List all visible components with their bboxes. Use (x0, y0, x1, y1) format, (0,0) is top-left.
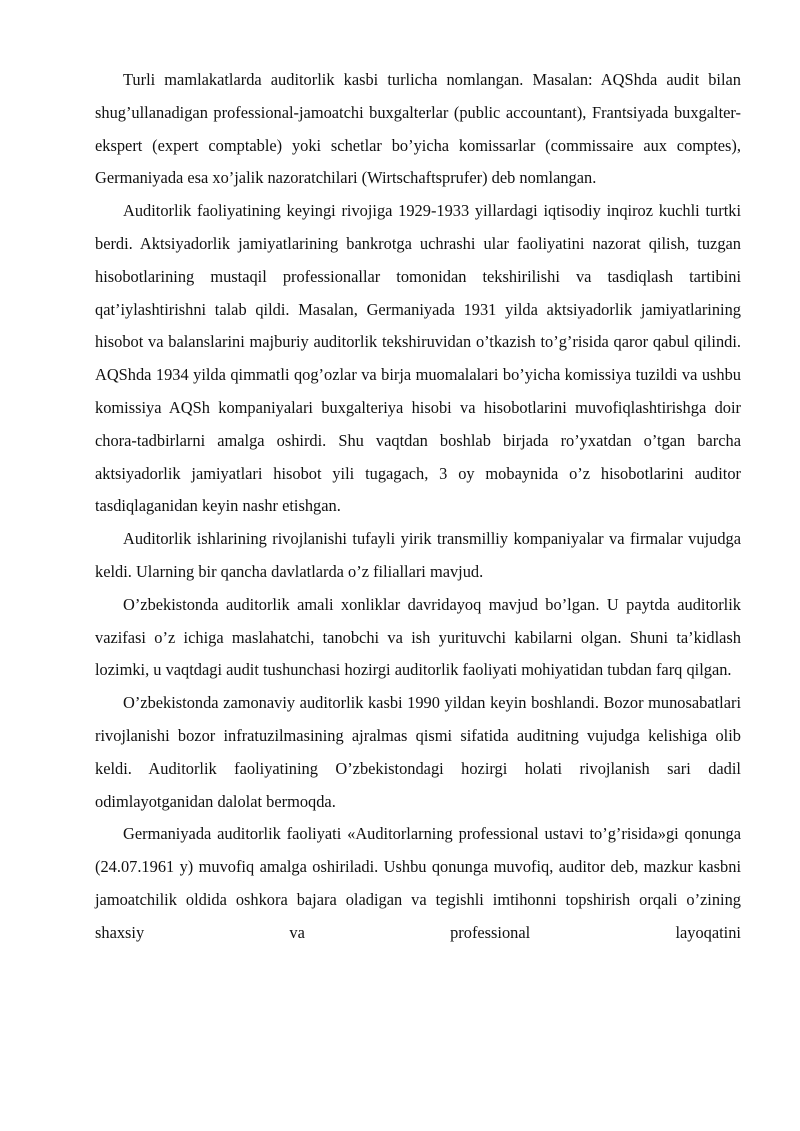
paragraph-transnational-firms: Auditorlik ishlarining rivojlanishi tufayli yirik transmilliy kompaniyalar va firmalar vujudga keldi. Ularning bir qancha davlatlarda o’z filiallari mavjud. (95, 529, 741, 581)
paragraph-germany-law: Germaniyada auditorlik faoliyati «Auditorlarning professional ustavi to’g’risida»gi qonunga (24.07.1961 y) muvofiq amalga oshiriladi. Ushbu qonunga muvofiq, auditor deb, mazkur kasbni jamoatchilik oldida oshkora bajara oladigan va tegishli imtihonni topshirish orqali o’zining shaxsiy va professional layoqatini (95, 824, 741, 942)
document-page (95, 64, 741, 950)
paragraph-khanate-audit: O’zbekistonda auditorlik amali xonliklar davridayoq mavjud bo’lgan. U paytda auditorlik vazifasi o’z ichiga maslahatchi, tanobchi va ish yurituvchi kabilarni olgan. Shuni ta’kidlash lozimki, u vaqtdagi audit tushunchasi hozirgi auditorlik faoliyati mohiyatidan tubdan farq qilgan. (95, 594, 741, 680)
paragraph-auditor-names: Turli mamlakatlarda auditorlik kasbi turlicha nomlangan. Masalan: AQShda audit bilan shug’ullanadigan professional-jamoatchi buxgalterlar (public accountant), Frantsiyada buxgalter-ekspert (expert comptable) yoki schetlar bo’yicha komissarlar (commissaire aux comptes), Germaniyada esa xo’jalik nazoratchilari (Wirtschaftsprufer) deb nomlangan. (95, 70, 741, 188)
paragraph-crisis-history: Auditorlik faoliyatining keyingi rivojiga 1929-1933 yillardagi iqtisodiy inqiroz kuchli turtki berdi. Aktsiyadorlik jamiyatlarining bankrotga uchrashi ular faoliyatini nazorat qilish, tuzgan hisobotlarining mustaqil professionallar tomonidan tekshirilishi va tasdiqlash tartibini qat’iylashtirishni talab qildi. Masalan, Germaniyada 1931 yilda aktsiyadorlik jamiyatlarining hisobot va balanslarini majburiy auditorlik tekshiruvidan o’tkazish to’g’risida qaror qabul qilindi. AQShda 1934 yilda qimmatli qog’ozlar va birja muomalalari bo’yicha komissiya tuzildi va ushbu komissiya AQSh kompaniyalari buxgalteriya hisobi va hisobotlarini muvofiqlashtirishga doir chora-tadbirlarni amalga oshirdi. Shu vaqtdan boshlab birjada ro’yxatdan o’tgan barcha aktsiyadorlik jamiyatlari hisobot yili tugagach, 3 oy mobaynida o’z hisobotlarini auditor tasdiqlaganidan keyin nashr etishgan. (95, 201, 741, 516)
paragraph-modern-uzbek-audit: O’zbekistonda zamonaviy auditorlik kasbi 1990 yildan keyin boshlandi. Bozor munosabatlari rivojlanishi bozor infratuzilmasining ajralmas qismi sifatida auditning vujudga kelishiga olib keldi. Auditorlik faoliyatining O’zbekistondagi hozirgi holati rivojlanish sari dadil odimlayotganidan dalolat bermoqda. (95, 693, 741, 811)
